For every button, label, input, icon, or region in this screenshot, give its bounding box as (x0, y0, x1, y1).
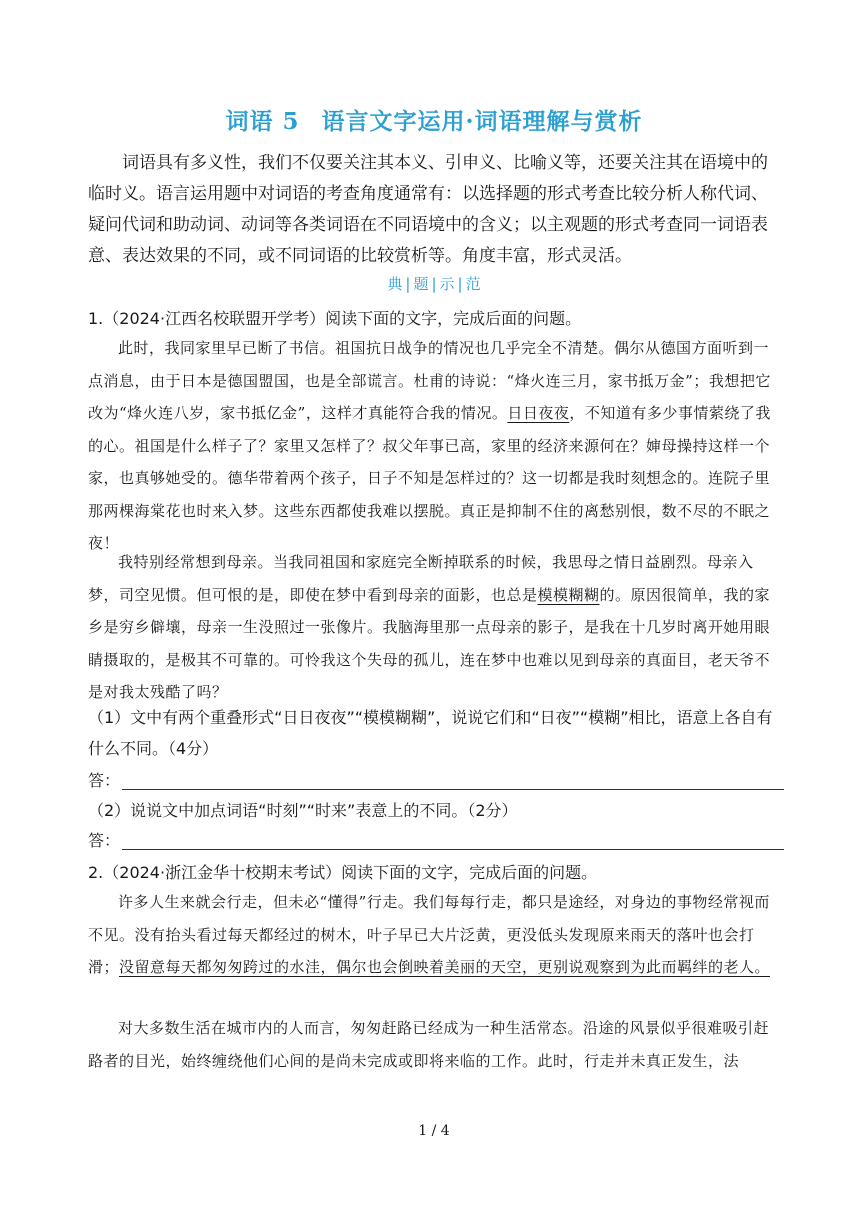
answer-label: 答： (88, 771, 121, 790)
q1-answer-1[interactable] (88, 768, 784, 792)
dotted-word-1: 时刻 (615, 469, 647, 487)
question-2-heading: 2.（2024·浙江金华十校期末考试）阅读下面的文字，完成后面的问题。 (88, 863, 598, 882)
title-number: 词语 5 (225, 108, 300, 135)
q1-subquestion-2: （2）说说文中加点词语“时刻”“时来”表意上的不同。（2分） (88, 801, 518, 820)
title-text: 语言文字运用·词语理解与赏析 (321, 108, 643, 135)
page-title (0, 103, 868, 136)
underlined-phrase: 日日夜夜 (507, 404, 570, 422)
question-1-heading: 1.（2024·江西名校联盟开学考）阅读下面的文字，完成后面的问题。 (88, 309, 582, 328)
underlined-sentence: 没留意每天都匆匆跨过的水洼，偶尔也会倒映着美丽的天空，更别说观察到为此而羁绊的老人。 (119, 958, 771, 976)
q1-passage-paragraph-2: 我特别经常想到母亲。当我同祖国和家庭完全断掉联系的时候，我思母之情日益剧烈。母亲入梦，司空见惯。但可恨的是，即使在梦中看到母亲的面影，也总是模模糊糊的。原因很简单，我的家乡是穷乡僻壤，母亲一生没照过一张像片。我脑海里那一点母亲的影子，是我在十几岁时离开她用眼睛摄取的，是极其不可靠的。可怜我这个失母的孤儿，连在梦中也难以见到母亲的真面目，老天爷不是对我太残酷了吗？ (88, 553, 771, 701)
q2-passage-paragraph-1: 许多人生来就会行走，但未必“懂得”行走。我们每每行走，都只是途经，对身边的事物经常视而不见。没有抬头看过每天都经过的树木，叶子早已大片泛黄，更没低头发现原来雨天的落叶也会打滑；没留意每天都匆匆跨过的水洼，偶尔也会倒映着美丽的天空，更别说观察到为此而羁绊的老人。 (88, 893, 771, 976)
q1-passage-paragraph-1: 此时，我同家里早已断了书信。祖国抗日战争的情况也几乎完全不清楚。偶尔从德国方面听到一点消息，由于日本是德国盟国，也是全部谎言。杜甫的诗说：“烽火连三月，家书抵万金”；我想把它改为“烽火连八岁，家书抵亿金”，这样才真能符合我的情况。日日夜夜，不知道有多少事情萦绕了我的心。祖国是什么样子了？家里又怎样了？叔父年事已高，家里的经济来源何在？婶母操持这样一个家，也真够她受的。德华带着两个孩子，日子不知是怎样过的？这一切都是我时刻想念的。连院子里那两棵海棠花也时来入梦。这些东西都使我难以摆脱。真正是抑制不住的离愁别恨，数不尽的不眠之夜！ (88, 339, 771, 552)
answer-line (122, 849, 784, 850)
q1-subquestion-1: （1）文中有两个重叠形式“日日夜夜”“模模糊糊”，说说它们和“日夜”“模糊”相比，语意上各自有什么不同。（4分） (88, 708, 773, 758)
answer-label: 答： (88, 831, 121, 850)
answer-line (122, 789, 784, 790)
intro-paragraph: 词语具有多义性，我们不仅要关注其本义、引申义、比喻义等，还要关注其在语境中的临时义。语言运用题中对词语的考查角度通常有：以选择题的形式考查比较分析人称代词、疑问代词和助动词、动词等各类词语在不同语境中的含义；以主观题的形式考查同一词语表意、表达效果的不同，或不同词语的比较赏析等。角度丰富，形式灵活。 (88, 153, 768, 266)
dotted-word-2: 时来 (196, 501, 228, 520)
section-label: 典 | 题 | 示 | 范 (387, 275, 481, 293)
page-number: 1 / 4 (418, 1123, 450, 1139)
underlined-phrase: 模模糊糊 (537, 585, 600, 604)
q1-answer-2[interactable] (88, 828, 784, 852)
q2-passage-paragraph-2: 对大多数生活在城市内的人而言，匆匆赶路已经成为一种生活常态。沿途的风景似乎很难吸引赶路者的目光，始终缠绕他们心间的是尚未完成或即将来临的工作。此时，行走并未真正发生，法 (88, 1019, 770, 1070)
